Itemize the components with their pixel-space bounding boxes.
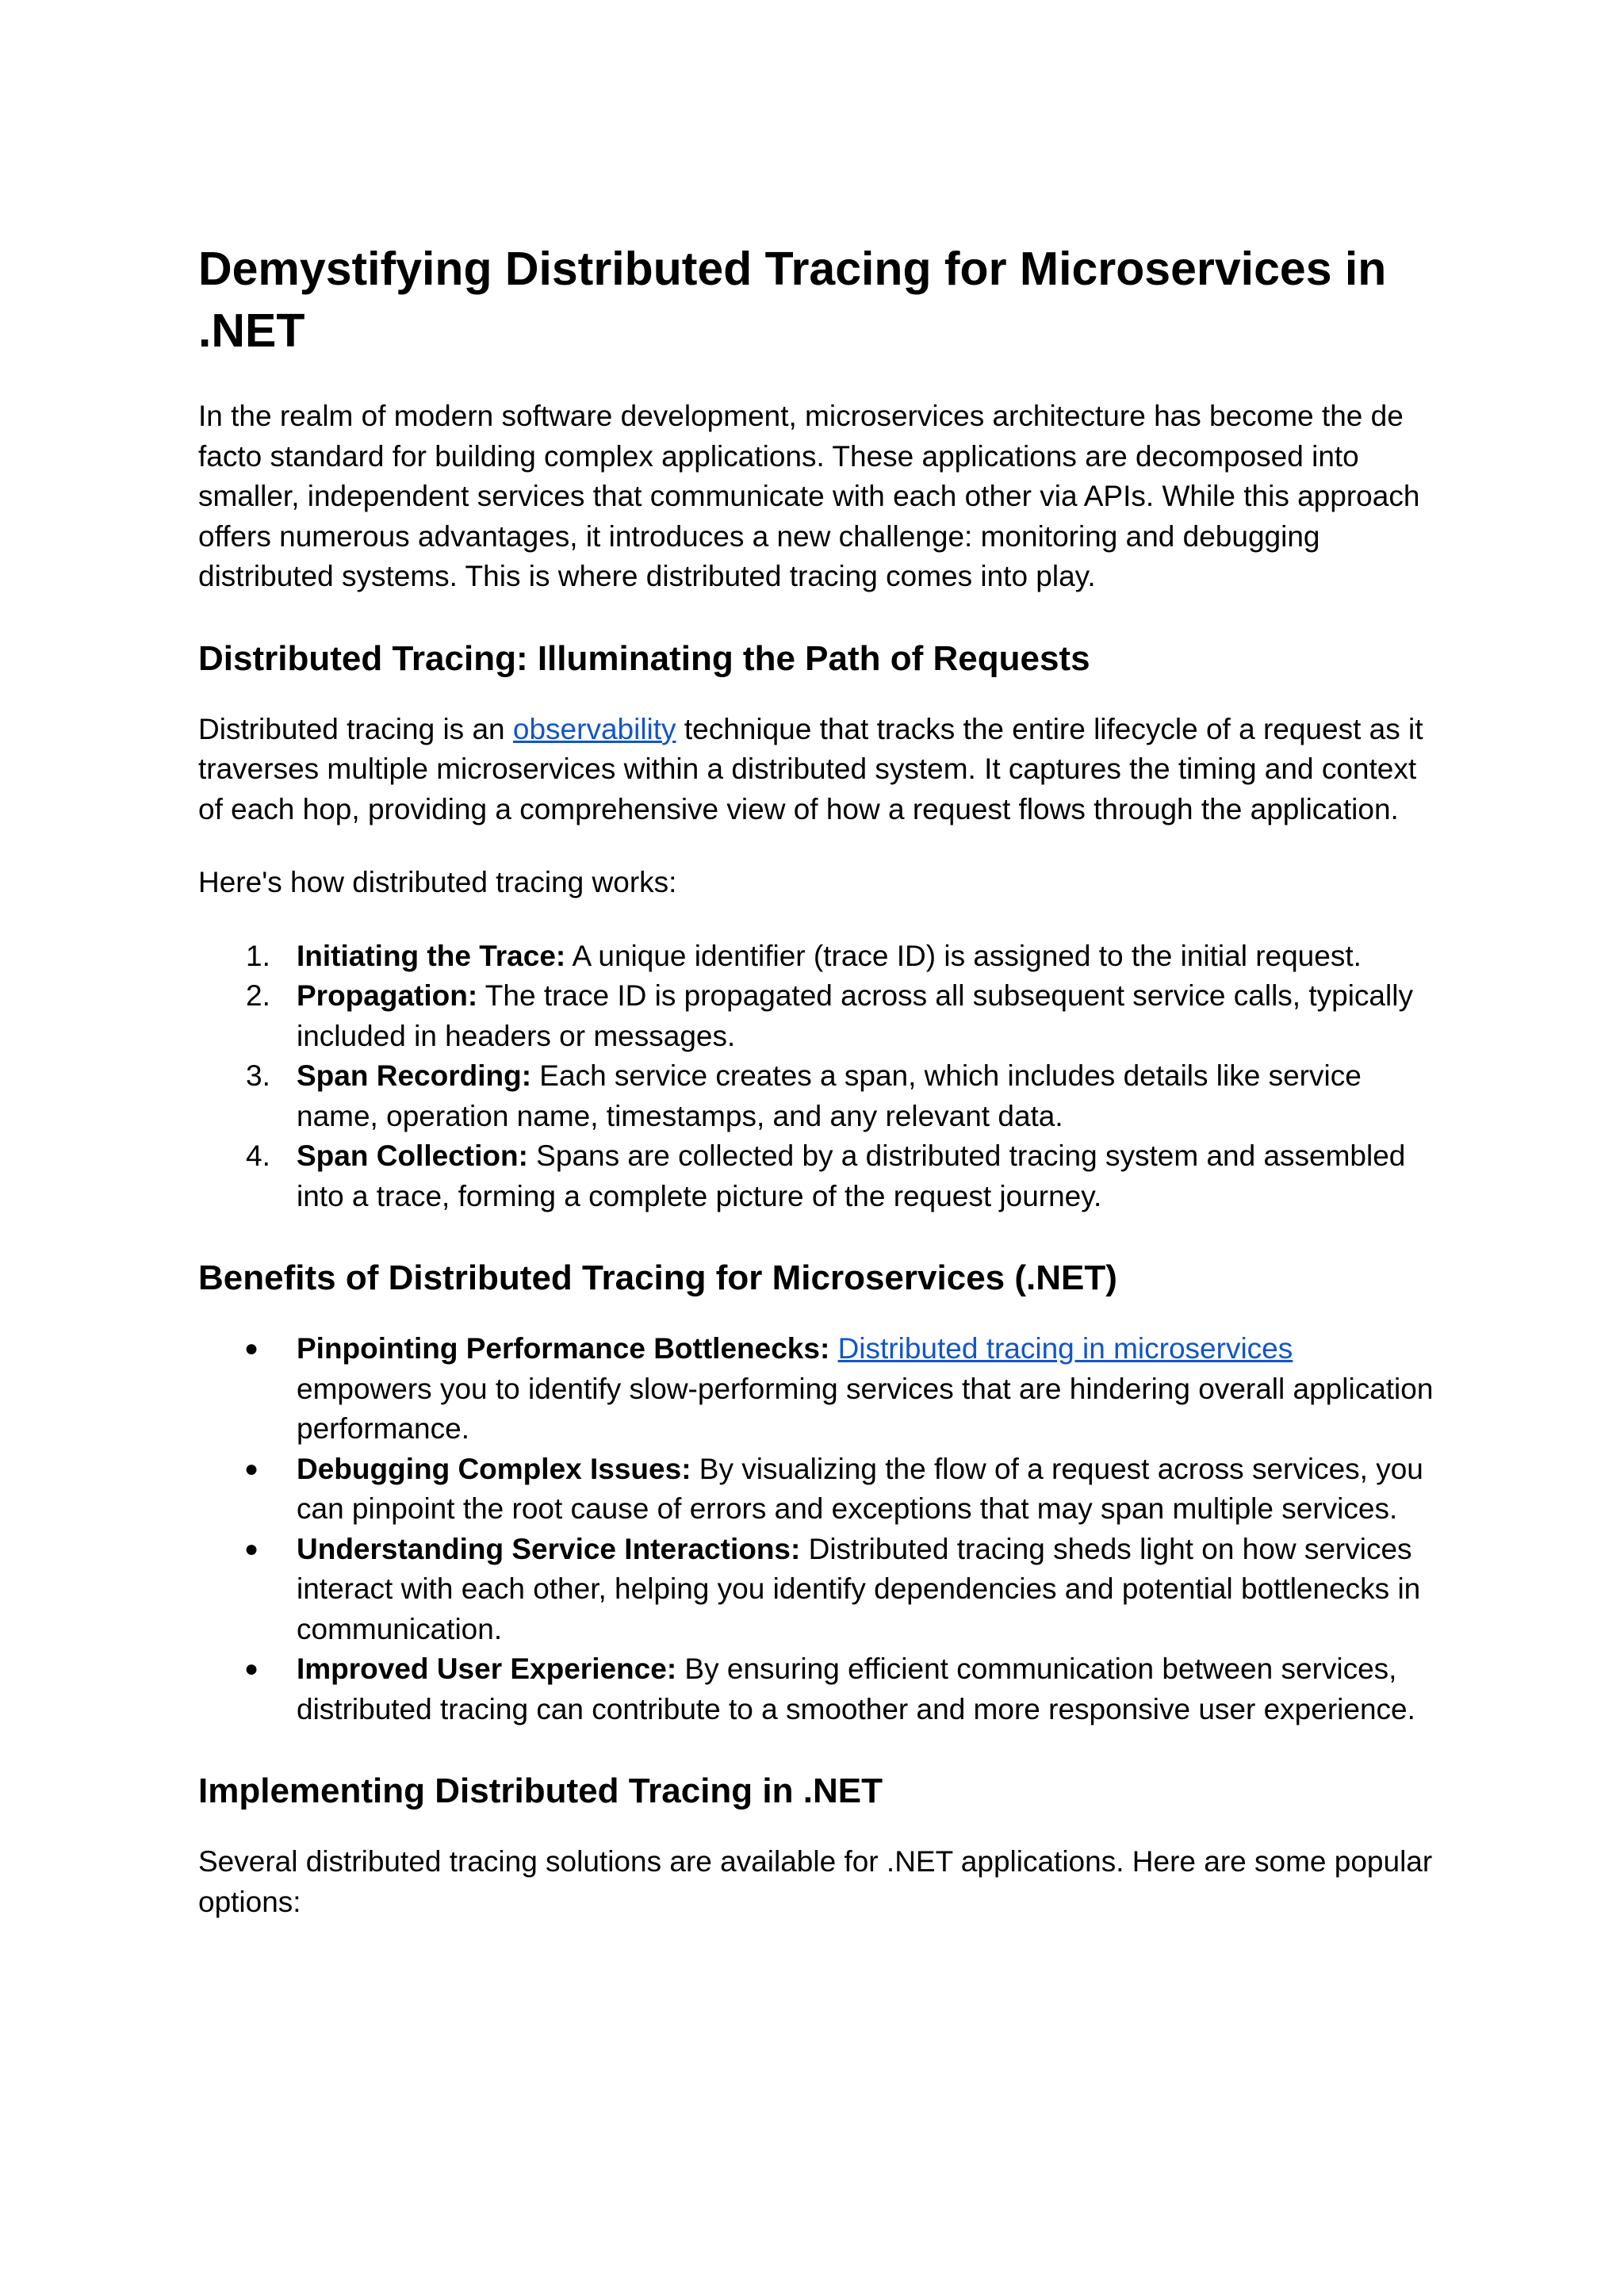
benefit-term: Debugging Complex Issues: bbox=[297, 1452, 691, 1485]
benefits-list bbox=[198, 1329, 1435, 1729]
step-number: 4. bbox=[246, 1139, 270, 1172]
distributed-tracing-link[interactable]: Distributed tracing in microservices bbox=[837, 1332, 1293, 1365]
list-item bbox=[198, 1329, 1435, 1450]
document-title: Demystifying Distributed Tracing for Microservices in .NET bbox=[198, 243, 1387, 357]
benefit-text: By ensuring efficient communication between services, distributed tracing can contribute to a smoother and more responsive user experience. bbox=[297, 1653, 1415, 1725]
benefit-term: Improved User Experience: bbox=[297, 1653, 677, 1685]
step-term: Propagation: bbox=[297, 979, 478, 1012]
benefit-text: By visualizing the flow of a request across services, you can pinpoint the root cause of errors and exceptions that may span multiple services. bbox=[297, 1452, 1423, 1525]
step-number: 1. bbox=[246, 939, 270, 972]
section-heading-distributed-tracing: Distributed Tracing: Illuminating the Path of Requests bbox=[198, 638, 1090, 678]
benefit-term: Pinpointing Performance Bottlenecks: bbox=[297, 1332, 830, 1365]
list-item bbox=[198, 936, 1435, 977]
list-item bbox=[198, 1649, 1435, 1729]
section-heading-implementing: Implementing Distributed Tracing in .NET bbox=[198, 1771, 883, 1810]
list-item bbox=[198, 1450, 1435, 1530]
step-text: A unique identifier (trace ID) is assigned to the initial request. bbox=[565, 939, 1362, 972]
step-number: 2. bbox=[246, 979, 270, 1012]
bullet-icon: ● bbox=[244, 1656, 259, 1682]
step-term: Span Collection: bbox=[297, 1139, 528, 1172]
step-term: Span Recording: bbox=[297, 1059, 532, 1092]
definition-text-post: technique that tracks the entire lifecycle of a request as it traverses multiple microservices within a distributed system. It captures the timing and context of each hop, providing a comprehensive view of how a request flows through the application. bbox=[198, 712, 1423, 825]
implementing-paragraph: Several distributed tracing solutions are available for .NET applications. Here are some popular options: bbox=[198, 1845, 1433, 1918]
intro-paragraph: In the realm of modern software development, microservices architecture has become the de facto standard for building complex applications. These applications are decomposed into smaller, independent services that communicate with each other via APIs. While this approach offers numerous advantages, it introduces a new challenge: monitoring and debugging distributed systems. This is where distributed tracing comes into play. bbox=[198, 400, 1420, 592]
list-item bbox=[198, 1136, 1435, 1216]
observability-link[interactable]: observability bbox=[512, 712, 676, 745]
step-text: Each service creates a span, which includes details like service name, operation name, timestamps, and any relevant data. bbox=[297, 1059, 1362, 1132]
definition-text-pre: Distributed tracing is an bbox=[198, 712, 513, 745]
benefit-text: empowers you to identify slow-performing services that are hindering overall application performance. bbox=[297, 1372, 1434, 1445]
list-item bbox=[198, 976, 1435, 1056]
steps-list bbox=[198, 936, 1435, 1217]
definition-paragraph bbox=[198, 710, 1435, 830]
bullet-icon: ● bbox=[244, 1335, 259, 1361]
bullet-icon: ● bbox=[244, 1455, 259, 1482]
list-item bbox=[198, 1530, 1435, 1650]
bullet-icon: ● bbox=[244, 1535, 259, 1562]
step-term: Initiating the Trace: bbox=[297, 939, 566, 972]
list-item bbox=[198, 1056, 1435, 1136]
benefit-text: Distributed tracing sheds light on how services interact with each other, helping you identify dependencies and potential bottlenecks in communication. bbox=[297, 1532, 1421, 1645]
step-number: 3. bbox=[246, 1059, 270, 1092]
step-text: The trace ID is propagated across all subsequent service calls, typically included in headers or messages. bbox=[297, 979, 1413, 1052]
how-it-works-intro: Here's how distributed tracing works: bbox=[198, 866, 677, 898]
section-heading-benefits: Benefits of Distributed Tracing for Microservices (.NET) bbox=[198, 1258, 1117, 1297]
benefit-term: Understanding Service Interactions: bbox=[297, 1532, 801, 1565]
step-text: Spans are collected by a distributed tracing system and assembled into a trace, forming a complete picture of the request journey. bbox=[297, 1139, 1406, 1212]
document-page bbox=[198, 238, 1435, 1955]
